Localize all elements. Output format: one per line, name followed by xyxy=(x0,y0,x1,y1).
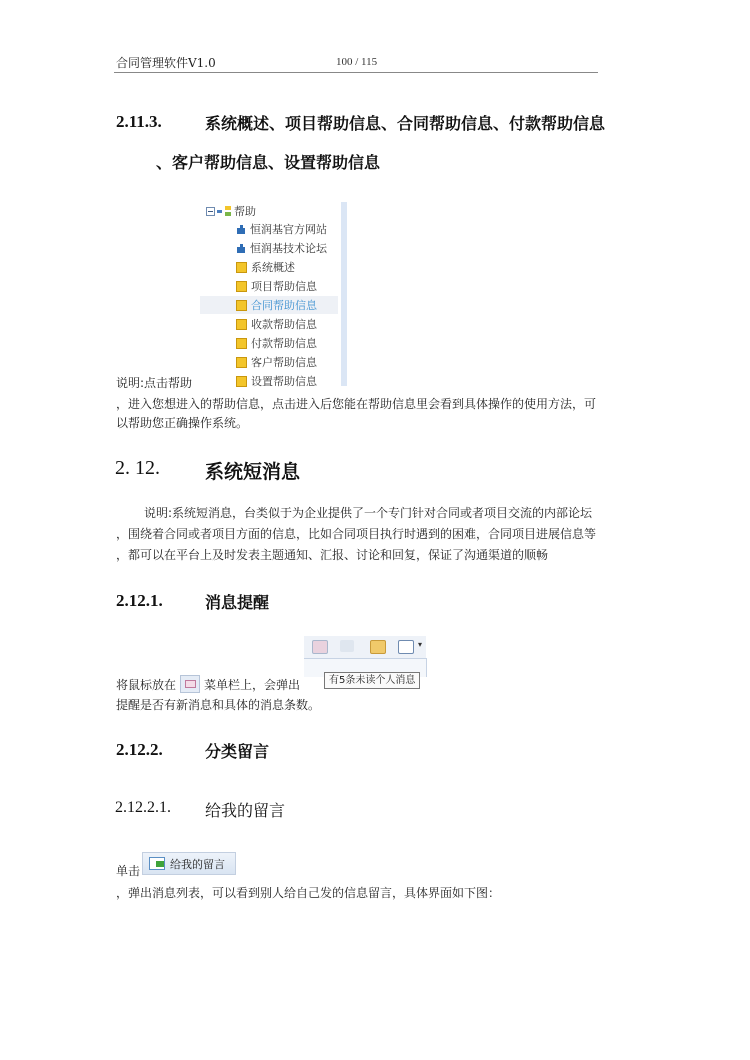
section-number: 2.12.2.1. xyxy=(115,799,171,816)
paragraph-line: 以帮助您正确操作系统。 xyxy=(116,416,249,430)
mail-icon[interactable] xyxy=(312,640,328,654)
tree-item-payment-help[interactable] xyxy=(236,334,317,352)
tree-item-project-help[interactable] xyxy=(236,277,317,295)
tree-item-system-overview[interactable] xyxy=(236,258,295,276)
paragraph-line: 说明:系统短消息，台类似于为企业提供了一个专门针对合同或者项目交流的内部论坛 xyxy=(144,506,593,520)
folder-icon xyxy=(236,300,247,311)
message-icon xyxy=(149,857,165,870)
section-number: 2.12.1. xyxy=(116,591,163,610)
puzzle-icon xyxy=(236,224,246,235)
tree-scrollbar[interactable] xyxy=(341,202,347,386)
text-fragment: 单击 xyxy=(116,864,141,878)
tree-root-label: 帮助 xyxy=(234,205,256,218)
calendar-icon[interactable] xyxy=(370,640,386,654)
reminder-line xyxy=(116,675,300,693)
mail-icon[interactable] xyxy=(180,675,200,693)
tree-item-label: 收款帮助信息 xyxy=(251,318,317,331)
folder-icon xyxy=(236,262,247,273)
tree-item-label: 项目帮助信息 xyxy=(251,280,317,293)
page-indicator: 100 / 115 xyxy=(336,56,378,68)
tree-item-receipt-help[interactable] xyxy=(236,315,317,333)
window-icon[interactable] xyxy=(398,640,414,654)
unread-tooltip: 有5条未读个人消息 xyxy=(324,672,420,689)
tree-item-settings-help[interactable] xyxy=(236,372,317,390)
tree-item-label: 付款帮助信息 xyxy=(251,337,317,350)
my-messages-button[interactable] xyxy=(142,852,236,875)
tree-item-official-site[interactable] xyxy=(236,220,327,238)
doc-header-title: 合同管理软件V1.0 xyxy=(116,56,216,70)
section-title: 系统概述、项目帮助信息、合同帮助信息、付款帮助信息 xyxy=(205,114,606,133)
paragraph-line: ，弹出消息列表，可以看到别人给自己发的信息留言，具体界面如下图： xyxy=(116,886,501,900)
folder-icon xyxy=(236,338,247,349)
toolbar-screenshot xyxy=(304,636,426,688)
section-title: 系统短消息 xyxy=(205,461,301,483)
paragraph-line: 提醒是否有新消息和具体的消息条数。 xyxy=(116,698,321,712)
chevron-down-icon[interactable]: ▾ xyxy=(418,640,423,649)
tree-item-tech-forum[interactable] xyxy=(236,239,327,257)
text-fragment: 将鼠标放在 xyxy=(116,677,177,692)
paragraph-line: ，进入您想进入的帮助信息，点击进入后您能在帮助信息里会看到具体操作的使用方法，可 xyxy=(116,397,597,411)
toolbar-icons xyxy=(304,636,426,658)
tree-item-label: 恒润基官方网站 xyxy=(250,223,327,236)
section-title: 给我的留言 xyxy=(205,801,286,820)
tree-item-label: 设置帮助信息 xyxy=(251,375,317,388)
section-number: 2.12.2. xyxy=(116,740,163,759)
tree-item-customer-help[interactable] xyxy=(236,353,317,371)
folder-icon xyxy=(236,376,247,387)
tree-root-icon xyxy=(217,206,231,216)
header-divider xyxy=(114,72,598,73)
tree-item-label: 合同帮助信息 xyxy=(251,299,317,312)
caption-text: 说明:点击帮助 xyxy=(116,376,193,390)
folder-icon xyxy=(236,281,247,292)
section-number: 2. 12. xyxy=(115,457,160,479)
section-number: 2.11.3. xyxy=(116,112,162,131)
folder-icon xyxy=(236,357,247,368)
text-fragment: 菜单栏上，会弹出 xyxy=(204,677,301,692)
search-icon[interactable] xyxy=(340,640,354,652)
tree-root-help[interactable] xyxy=(206,202,256,220)
collapse-icon[interactable] xyxy=(206,207,215,216)
paragraph-line: ，围绕着合同或者项目方面的信息，比如合同项目执行时遇到的困难，合同项目进展信息等 xyxy=(116,527,597,541)
folder-icon xyxy=(236,319,247,330)
tree-item-contract-help[interactable] xyxy=(200,296,338,314)
section-title: 消息提醒 xyxy=(205,593,270,612)
section-title-continued: 、客户帮助信息、设置帮助信息 xyxy=(156,153,381,172)
tree-item-label: 恒润基技术论坛 xyxy=(250,242,327,255)
section-title: 分类留言 xyxy=(205,742,270,761)
paragraph-line: ，都可以在平台上及时发表主题通知、汇报、讨论和回复，保证了沟通渠道的顺畅 xyxy=(116,548,549,562)
puzzle-icon xyxy=(236,243,246,254)
button-label: 给我的留言 xyxy=(170,857,225,871)
tree-item-label: 系统概述 xyxy=(251,261,295,274)
help-tree-panel xyxy=(200,202,348,386)
tree-item-label: 客户帮助信息 xyxy=(251,356,317,369)
